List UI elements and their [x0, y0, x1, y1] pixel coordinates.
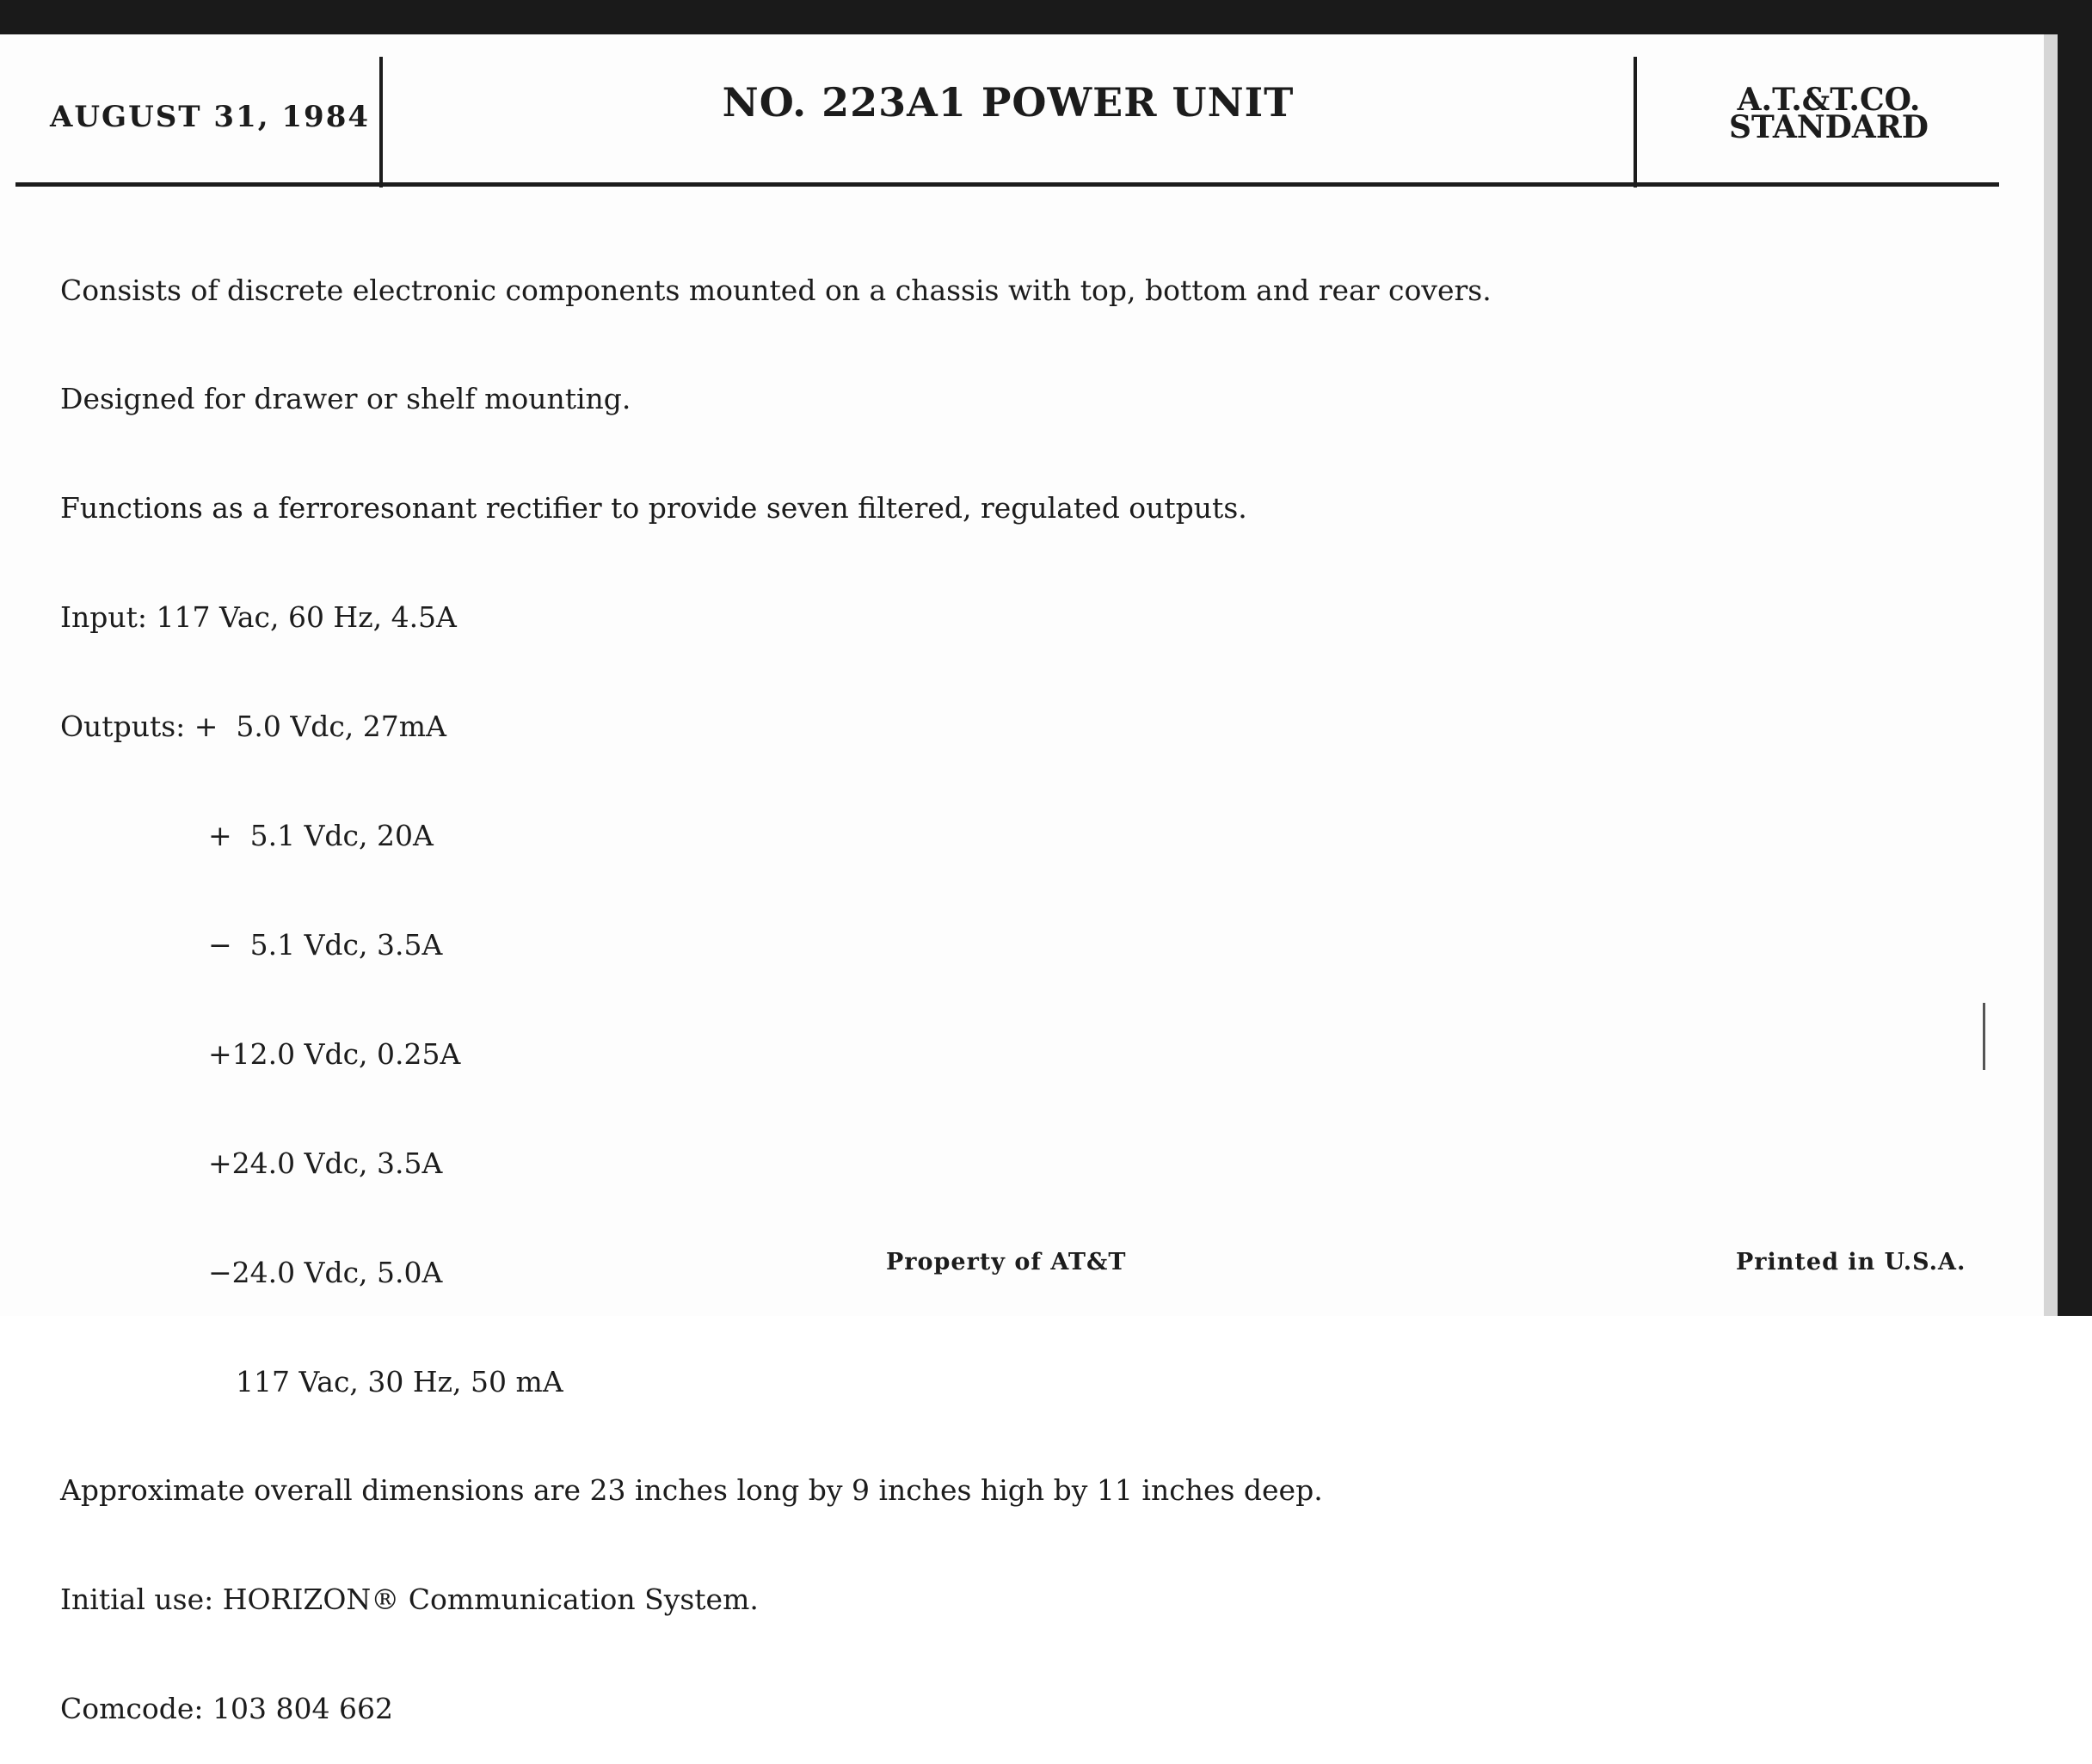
header-divider-left — [379, 57, 383, 187]
footer-property: Property of AT&T — [886, 1249, 1127, 1275]
outputs-label: Outputs: — [60, 710, 186, 744]
scan-border-right — [2058, 0, 2092, 1316]
body-line: Functions as a ferroresonant rectifier to provide seven filtered, regulated outputs. — [60, 491, 1247, 526]
header-divider-right — [1634, 57, 1637, 187]
document-date: AUGUST 31, 1984 — [50, 100, 371, 134]
standard-line-1: A.T.&T.CO. — [1737, 82, 1921, 118]
margin-mark — [1983, 1003, 1985, 1070]
body-line: Consists of discrete electronic components mounted on a chassis with top, bottom and rear covers. — [60, 273, 1492, 307]
standard-block — [1640, 82, 2018, 145]
output-item: −24.0 Vdc, 5.0A — [208, 1255, 443, 1289]
output-item: 117 Vac, 30 Hz, 50 mA — [236, 1364, 563, 1398]
comcode-line: Comcode: 103 804 662 — [60, 1692, 393, 1726]
footer-printed: Printed in U.S.A. — [1736, 1249, 1966, 1275]
document-title: NO. 223A1 POWER UNIT — [722, 79, 1295, 126]
body-line: Input: 117 Vac, 60 Hz, 4.5A — [60, 600, 457, 635]
document-body — [60, 200, 1492, 1764]
scan-border-top — [0, 0, 2092, 34]
output-item: + 5.1 Vdc, 20A — [208, 819, 434, 853]
body-line: Designed for drawer or shelf mounting. — [60, 382, 631, 416]
output-item: + 5.0 Vdc, 27mA — [194, 710, 446, 744]
output-item: − 5.1 Vdc, 3.5A — [208, 927, 443, 962]
output-item: +12.0 Vdc, 0.25A — [208, 1036, 461, 1071]
outputs-row — [60, 709, 1492, 745]
dimensions-line: Approximate overall dimensions are 23 inches long by 9 inches high by 11 inches deep. — [60, 1473, 1323, 1508]
header-rule — [15, 182, 1999, 187]
standard-line-2: STANDARD — [1729, 109, 1929, 145]
output-item: +24.0 Vdc, 3.5A — [208, 1146, 443, 1180]
initial-use-line: Initial use: HORIZON® Communication System. — [60, 1583, 759, 1617]
card-edge-shadow — [2044, 34, 2058, 1316]
